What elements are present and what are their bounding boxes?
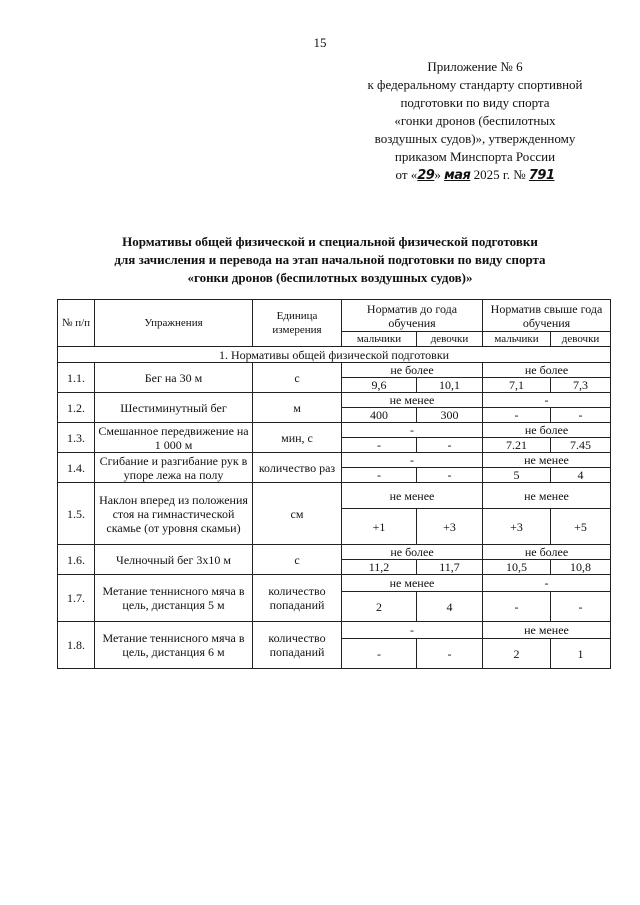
value-over-boys: 7.21 bbox=[483, 438, 551, 453]
value-over-boys: 2 bbox=[483, 639, 551, 669]
unit-of-measure: с bbox=[253, 363, 342, 393]
criterion-under-year: - bbox=[342, 453, 483, 468]
row-number: 1.4. bbox=[58, 453, 95, 483]
table-row bbox=[58, 483, 611, 509]
value-over-girls: - bbox=[551, 592, 611, 622]
criterion-over-year: не более bbox=[483, 423, 611, 438]
exercise-name: Челночный бег 3х10 м bbox=[95, 545, 253, 575]
value-over-boys: +3 bbox=[483, 509, 551, 545]
row-number: 1.2. bbox=[58, 393, 95, 423]
header-num: № п/п bbox=[58, 300, 95, 347]
row-number: 1.6. bbox=[58, 545, 95, 575]
row-number: 1.3. bbox=[58, 423, 95, 453]
criterion-over-year: не более bbox=[483, 545, 611, 560]
appendix-line: к федеральному стандарту спортивной bbox=[367, 77, 583, 92]
criterion-under-year: не более bbox=[342, 363, 483, 378]
date-sep: » bbox=[434, 167, 441, 182]
header-unit: Единица измерения bbox=[253, 300, 342, 347]
criterion-under-year: не менее bbox=[342, 393, 483, 408]
value-over-girls: 10,8 bbox=[551, 560, 611, 575]
criterion-over-year: не менее bbox=[483, 622, 611, 639]
approval-date-line bbox=[340, 166, 610, 185]
header-exercise: Упражнения bbox=[95, 300, 253, 347]
criterion-over-year: не менее bbox=[483, 483, 611, 509]
value-under-girls: - bbox=[417, 438, 483, 453]
title-line: Нормативы общей физической и специальной физической подготовки bbox=[122, 234, 538, 249]
criterion-under-year: не более bbox=[342, 545, 483, 560]
exercise-name: Сгибание и разгибание рук в упоре лежа на полу bbox=[95, 453, 253, 483]
date-prefix: от « bbox=[395, 167, 418, 182]
value-over-girls: - bbox=[551, 408, 611, 423]
section-heading: 1. Нормативы общей физической подготовки bbox=[58, 347, 611, 363]
header-over-year: Норматив свыше года обучения bbox=[483, 300, 611, 332]
header-girls: девочки bbox=[551, 332, 611, 347]
table-row bbox=[58, 423, 611, 438]
value-under-boys: 2 bbox=[342, 592, 417, 622]
row-number: 1.5. bbox=[58, 483, 95, 545]
value-under-boys: - bbox=[342, 639, 417, 669]
title-line: «гонки дронов (беспилотных воздушных судов)» bbox=[187, 270, 473, 285]
document-title bbox=[60, 233, 600, 287]
criterion-under-year: - bbox=[342, 423, 483, 438]
exercise-name: Метание теннисного мяча в цель, дистанция 5 м bbox=[95, 575, 253, 622]
value-over-girls: 7,3 bbox=[551, 378, 611, 393]
page-number: 15 bbox=[313, 35, 327, 50]
exercise-name: Шестиминутный бег bbox=[95, 393, 253, 423]
value-over-boys: - bbox=[483, 408, 551, 423]
value-over-girls: +5 bbox=[551, 509, 611, 545]
criterion-over-year: - bbox=[483, 393, 611, 408]
value-over-girls: 7.45 bbox=[551, 438, 611, 453]
appendix-line: воздушных судов)», утвержденному bbox=[374, 131, 576, 146]
value-under-boys: +1 bbox=[342, 509, 417, 545]
table-row bbox=[58, 575, 611, 592]
order-number: 791 bbox=[528, 168, 555, 183]
criterion-under-year: - bbox=[342, 622, 483, 639]
title-line: для зачисления и перевода на этап начальной подготовки по виду спорта bbox=[114, 252, 546, 267]
value-under-girls: 10,1 bbox=[417, 378, 483, 393]
appendix-line: подготовки по виду спорта bbox=[400, 95, 550, 110]
table-row bbox=[58, 545, 611, 560]
date-month: мая bbox=[444, 168, 471, 183]
unit-of-measure: м bbox=[253, 393, 342, 423]
value-under-girls: +3 bbox=[417, 509, 483, 545]
date-day: 29 bbox=[417, 168, 435, 183]
unit-of-measure: количество попаданий bbox=[253, 622, 342, 669]
header-boys: мальчики bbox=[342, 332, 417, 347]
value-under-boys: 9,6 bbox=[342, 378, 417, 393]
value-under-boys: 400 bbox=[342, 408, 417, 423]
norms-table bbox=[57, 299, 611, 669]
criterion-over-year: не менее bbox=[483, 453, 611, 468]
row-number: 1.7. bbox=[58, 575, 95, 622]
unit-of-measure: количество раз bbox=[253, 453, 342, 483]
value-over-girls: 1 bbox=[551, 639, 611, 669]
exercise-name: Метание теннисного мяча в цель, дистанция 6 м bbox=[95, 622, 253, 669]
exercise-name: Бег на 30 м bbox=[95, 363, 253, 393]
value-under-girls: - bbox=[417, 468, 483, 483]
value-under-girls: 300 bbox=[417, 408, 483, 423]
unit-of-measure: см bbox=[253, 483, 342, 545]
value-under-girls: 11,7 bbox=[417, 560, 483, 575]
value-over-boys: 7,1 bbox=[483, 378, 551, 393]
unit-of-measure: мин, с bbox=[253, 423, 342, 453]
value-under-girls: - bbox=[417, 639, 483, 669]
table-row bbox=[58, 363, 611, 378]
value-over-girls: 4 bbox=[551, 468, 611, 483]
header-girls: девочки bbox=[417, 332, 483, 347]
value-over-boys: 10,5 bbox=[483, 560, 551, 575]
value-under-boys: 11,2 bbox=[342, 560, 417, 575]
value-under-boys: - bbox=[342, 468, 417, 483]
criterion-over-year: - bbox=[483, 575, 611, 592]
header-boys: мальчики bbox=[483, 332, 551, 347]
value-under-boys: - bbox=[342, 438, 417, 453]
criterion-under-year: не менее bbox=[342, 483, 483, 509]
appendix-line: приказом Минспорта России bbox=[394, 149, 556, 164]
table-row bbox=[58, 393, 611, 408]
criterion-under-year: не менее bbox=[342, 575, 483, 592]
appendix-line: «гонки дронов (беспилотных bbox=[394, 113, 556, 128]
exercise-name: Наклон вперед из положения стоя на гимнастической скамье (от уровня скамьи) bbox=[95, 483, 253, 545]
row-number: 1.1. bbox=[58, 363, 95, 393]
table-row bbox=[58, 453, 611, 468]
exercise-name: Смешанное передвижение на 1 000 м bbox=[95, 423, 253, 453]
unit-of-measure: количество попаданий bbox=[253, 575, 342, 622]
unit-of-measure: с bbox=[253, 545, 342, 575]
value-over-boys: 5 bbox=[483, 468, 551, 483]
table-row bbox=[58, 622, 611, 639]
appendix-line: Приложение № 6 bbox=[427, 59, 523, 74]
value-under-girls: 4 bbox=[417, 592, 483, 622]
value-over-boys: - bbox=[483, 592, 551, 622]
appendix-block bbox=[340, 58, 610, 185]
date-year: 2025 г. № bbox=[473, 167, 526, 182]
criterion-over-year: не более bbox=[483, 363, 611, 378]
row-number: 1.8. bbox=[58, 622, 95, 669]
header-under-year: Норматив до года обучения bbox=[342, 300, 483, 332]
